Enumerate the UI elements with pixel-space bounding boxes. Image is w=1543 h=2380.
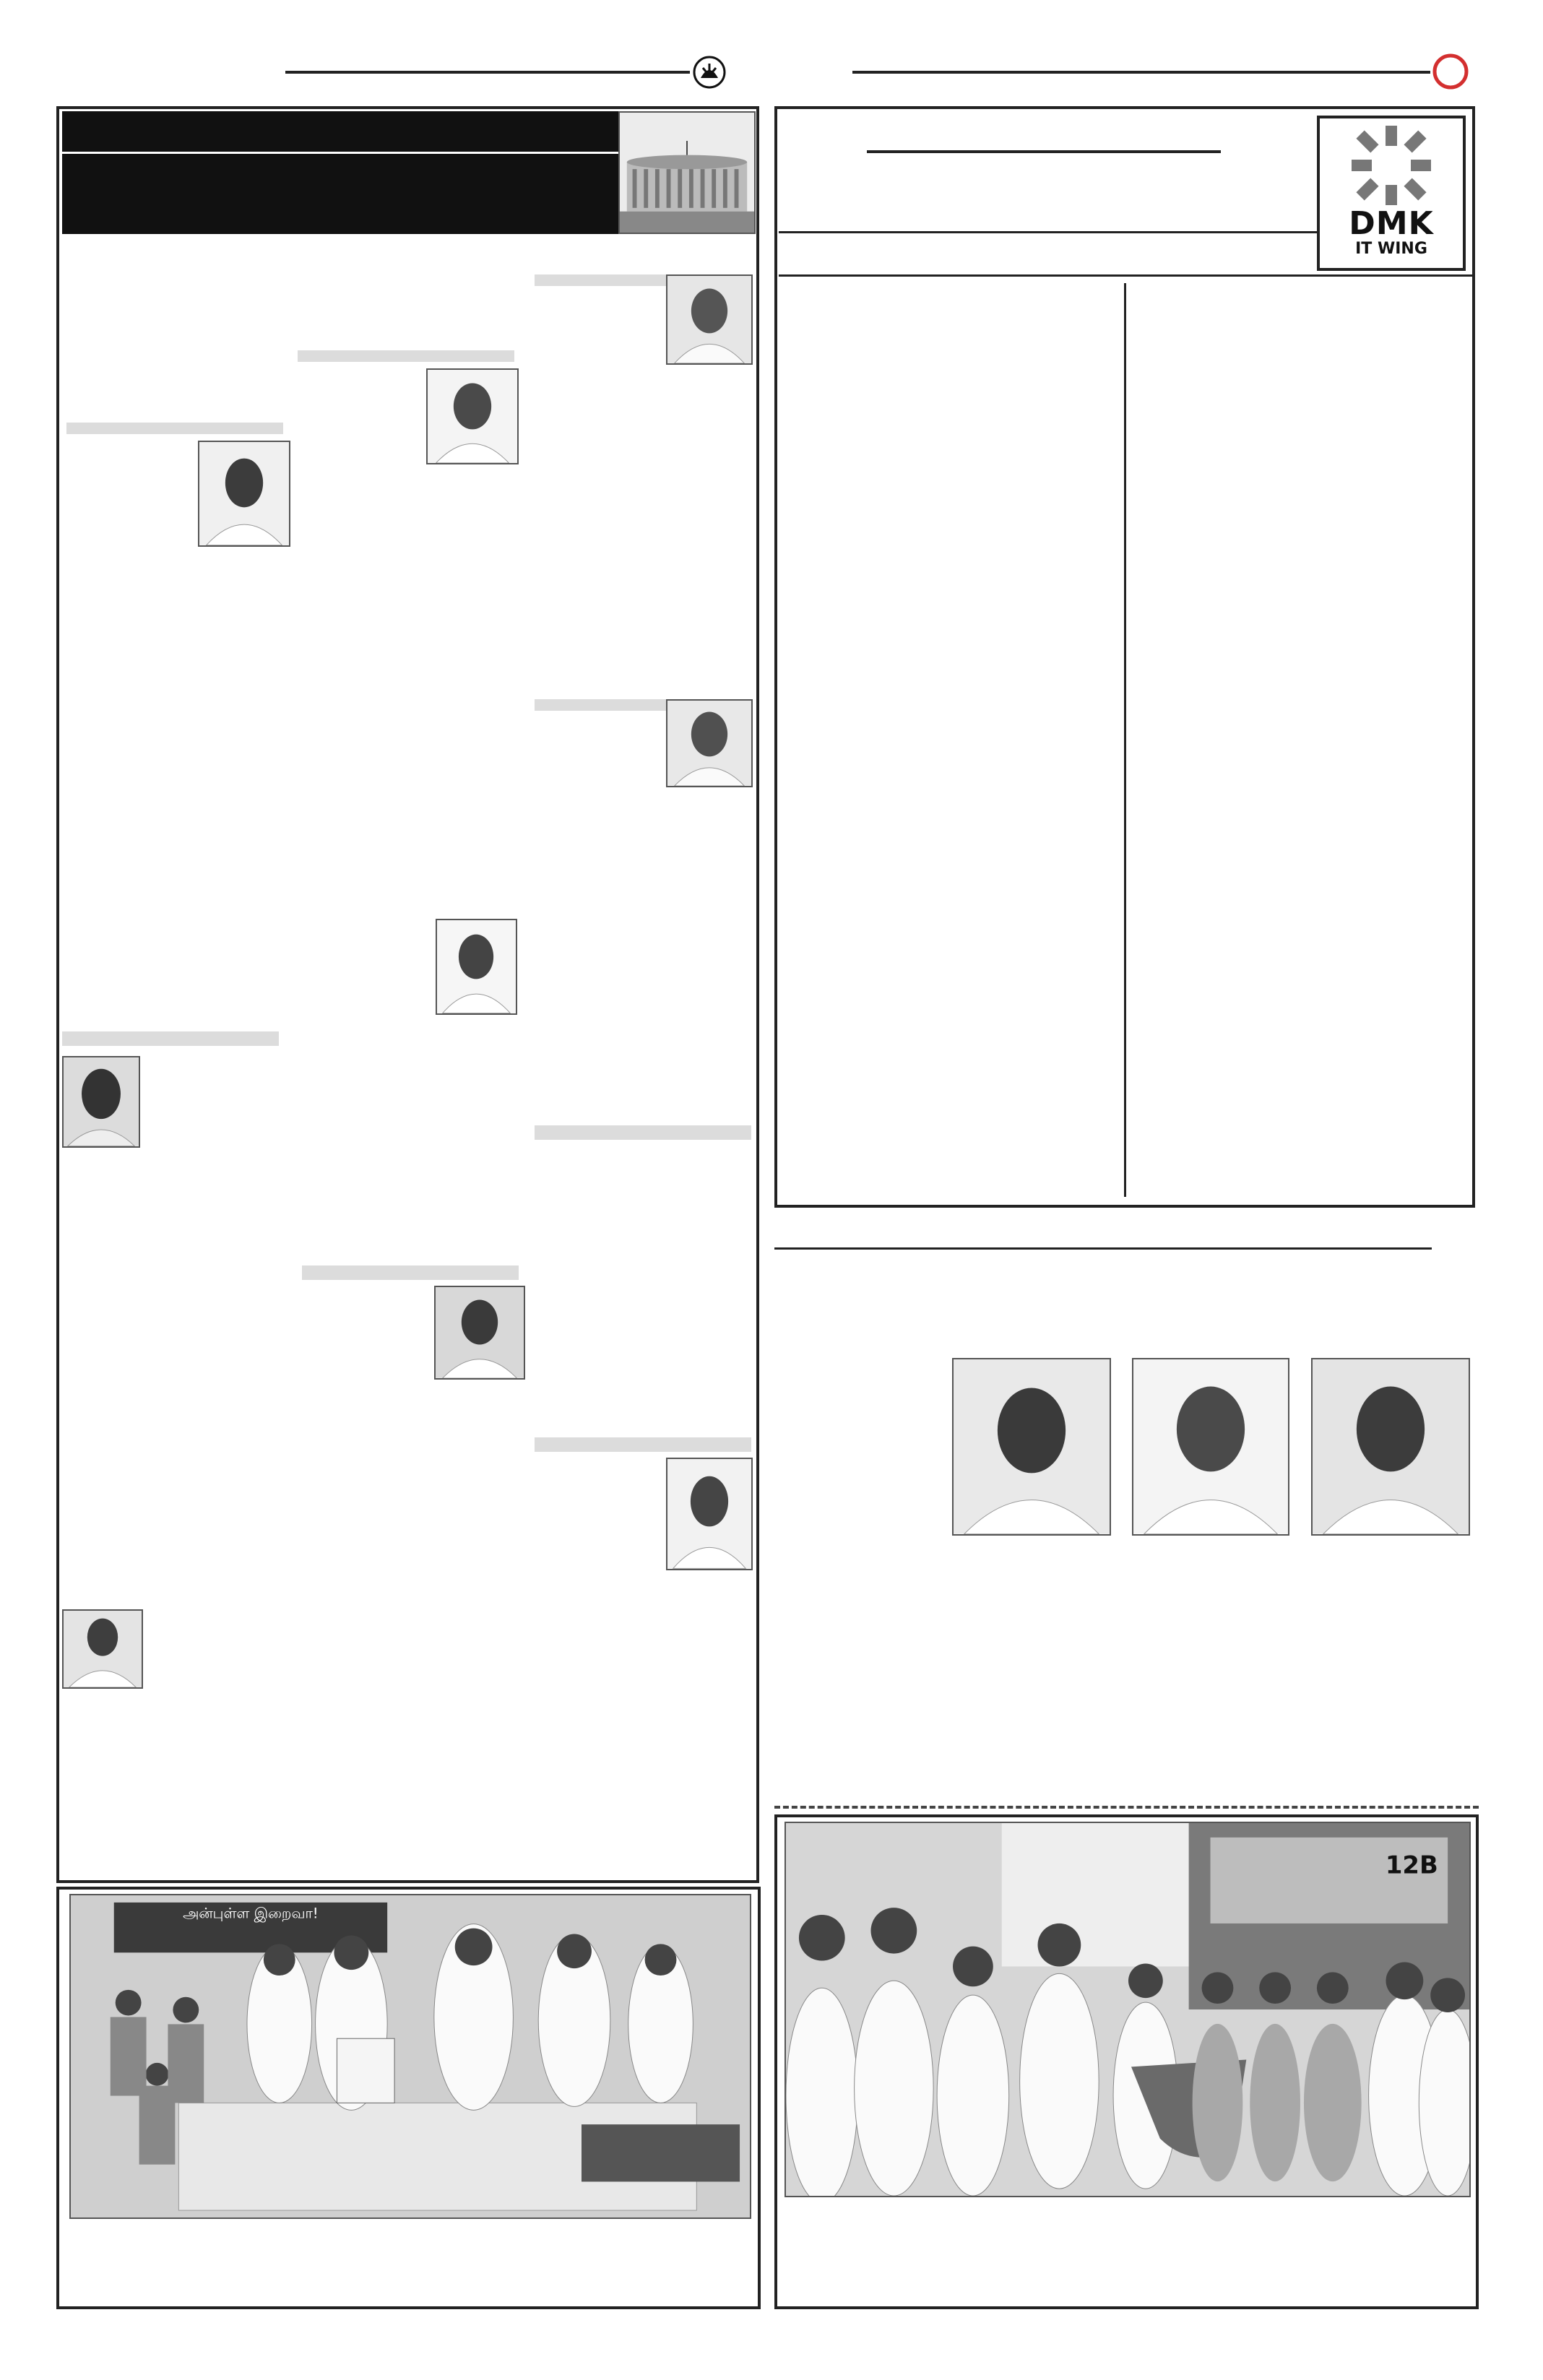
portrait-photo [666, 274, 753, 365]
name-bar [66, 423, 283, 434]
header-rule-right [852, 71, 1430, 74]
rising-sun-icon [692, 55, 727, 90]
logo-title: DMK [1349, 205, 1434, 242]
red-circle-icon [1432, 53, 1469, 90]
portrait-photo [62, 1609, 143, 1689]
headline-rule [867, 150, 1221, 153]
name-bar [298, 350, 514, 362]
banner-sign-text: அன்புள்ள இறைவா! [183, 1905, 319, 1922]
name-bar [302, 1265, 519, 1280]
portrait-photo-2 [1132, 1358, 1289, 1536]
bus-route-number: 12B [1385, 1851, 1438, 1879]
name-bar [535, 1125, 751, 1140]
column-divider [1124, 283, 1126, 1197]
dotted-separator [774, 1806, 1479, 1809]
dmk-sun-rays-icon [1352, 126, 1431, 205]
section-rule [774, 1247, 1432, 1250]
banner-divider [62, 152, 618, 154]
portrait-photo [198, 441, 290, 547]
portrait-photo [666, 699, 753, 787]
headline-box-rule [779, 274, 1472, 277]
children-cake-event-photo [69, 1894, 751, 2219]
bus-flag-off-event-photo [785, 1822, 1471, 2197]
portrait-photo [62, 1056, 140, 1148]
portrait-photo-1 [952, 1358, 1111, 1536]
logo-subtitle: IT WING [1355, 240, 1427, 258]
portrait-photo-3 [1311, 1358, 1470, 1536]
left-article-box [56, 106, 759, 1883]
dmk-it-wing-logo [1317, 116, 1466, 271]
name-bar [535, 1437, 751, 1452]
headline-bottom-rule [779, 231, 1317, 233]
parliament-building-photo [618, 111, 756, 234]
name-bar [62, 1031, 279, 1046]
header-rule-left [285, 71, 690, 74]
article-title-banner [62, 111, 618, 234]
portrait-photo [666, 1458, 753, 1570]
portrait-photo [434, 1286, 525, 1380]
portrait-photo [436, 919, 517, 1015]
portrait-photo [426, 368, 519, 464]
